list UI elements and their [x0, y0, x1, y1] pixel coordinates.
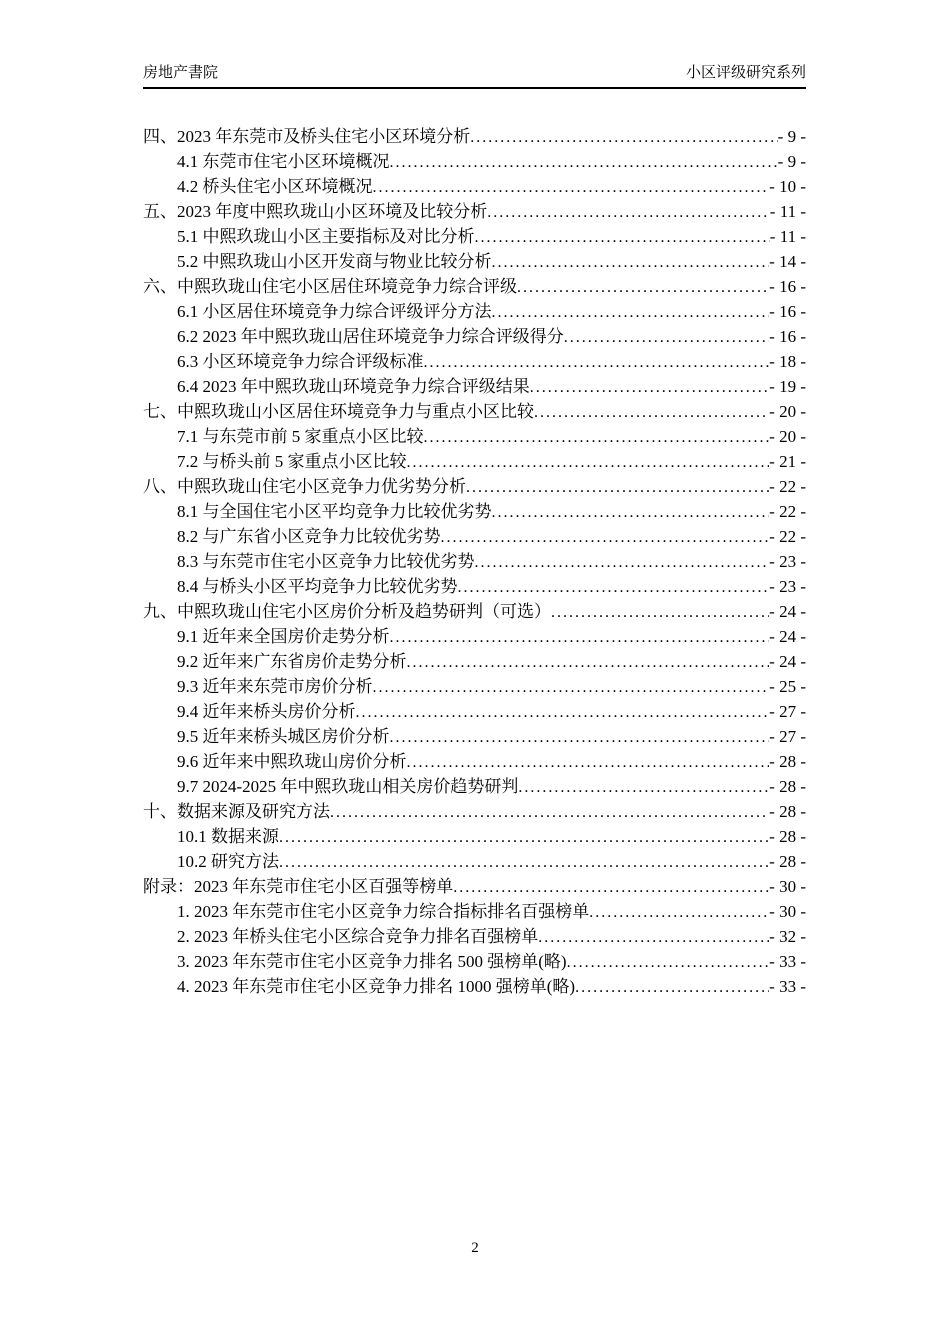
toc-dot-leader	[466, 474, 769, 500]
toc-entry-title: 9.1 近年来全国房价走势分析	[177, 627, 390, 646]
toc-entry-title: 5.1 中熙玖珑山小区主要指标及对比分析	[177, 227, 475, 246]
toc-entry-page: - 33 -	[769, 952, 806, 971]
toc-entry-page: - 24 -	[769, 652, 806, 671]
toc-entry-page: - 20 -	[769, 427, 806, 446]
toc-entry-title: 6.3 小区环境竞争力综合评级标准	[177, 352, 424, 371]
toc-entry[interactable]	[143, 199, 806, 224]
toc-entry-title: 6.1 小区居住环境竞争力综合评级评分方法	[177, 302, 492, 321]
toc-dot-leader	[441, 524, 770, 550]
toc-dot-leader	[487, 199, 770, 225]
page-footer	[0, 1240, 950, 1257]
toc-entry-title: 8.1 与全国住宅小区平均竞争力比较优劣势	[177, 502, 492, 521]
toc-entry[interactable]	[143, 474, 806, 499]
toc-entry[interactable]	[143, 774, 806, 799]
toc-entry[interactable]	[143, 699, 806, 724]
toc-entry-page: - 27 -	[769, 702, 806, 721]
toc-entry[interactable]	[143, 599, 806, 624]
toc-entry-page: - 22 -	[769, 477, 806, 496]
toc-entry-page: - 11 -	[769, 202, 806, 221]
toc-dot-leader	[373, 674, 770, 700]
toc-entry-title: 3. 2023 年东莞市住宅小区竞争力排名 500 强榜单(略)	[177, 952, 567, 971]
toc-entry[interactable]	[143, 974, 806, 999]
toc-dot-leader	[551, 599, 769, 625]
toc-dot-leader	[390, 724, 770, 750]
toc-dot-leader	[279, 824, 769, 850]
toc-dot-leader	[492, 299, 770, 325]
toc-entry[interactable]	[143, 749, 806, 774]
toc-entry-title: 4.2 桥头住宅小区环境概况	[177, 177, 373, 196]
toc-dot-leader	[492, 499, 770, 525]
toc-entry[interactable]	[143, 799, 806, 824]
toc-dot-leader	[567, 949, 770, 975]
toc-dot-leader	[517, 274, 769, 300]
toc-entry-page: - 33 -	[769, 977, 806, 996]
toc-entry[interactable]	[143, 724, 806, 749]
toc-entry-page: - 10 -	[769, 177, 806, 196]
page-header	[143, 64, 806, 89]
toc-entry[interactable]	[143, 449, 806, 474]
toc-entry[interactable]	[143, 124, 806, 149]
toc-entry-title: 9.3 近年来东莞市房价分析	[177, 677, 373, 696]
toc-dot-leader	[470, 124, 777, 150]
toc-entry-page: - 18 -	[769, 352, 806, 371]
toc-dot-leader	[424, 349, 770, 375]
toc-dot-leader	[475, 224, 770, 250]
toc-dot-leader	[492, 249, 770, 275]
toc-entry[interactable]	[143, 624, 806, 649]
toc-entry[interactable]	[143, 299, 806, 324]
toc-dot-leader	[453, 874, 769, 900]
toc-entry-title: 7.1 与东莞市前 5 家重点小区比较	[177, 427, 424, 446]
toc-dot-leader	[407, 649, 770, 675]
toc-entry-title: 五、2023 年度中熙玖珑山小区环境及比较分析	[143, 202, 488, 221]
toc-entry-page: - 23 -	[769, 577, 806, 596]
toc-entry[interactable]	[143, 574, 806, 599]
toc-entry-page: - 28 -	[769, 752, 806, 771]
header-right-text: 小区评级研究系列	[685, 65, 806, 81]
toc-entry-page: - 9 -	[777, 127, 806, 146]
toc-entry-page: - 28 -	[769, 827, 806, 846]
toc-entry[interactable]	[143, 924, 806, 949]
toc-entry-title: 9.2 近年来广东省房价走势分析	[177, 652, 407, 671]
toc-entry[interactable]	[143, 274, 806, 299]
toc-entry-page: - 25 -	[769, 677, 806, 696]
toc-entry-title: 9.5 近年来桥头城区房价分析	[177, 727, 390, 746]
toc-entry[interactable]	[143, 524, 806, 549]
toc-entry-title: 8.2 与广东省小区竞争力比较优劣势	[177, 527, 441, 546]
toc-entry-page: - 24 -	[769, 627, 806, 646]
toc-entry[interactable]	[143, 499, 806, 524]
toc-entry[interactable]	[143, 224, 806, 249]
toc-entry-title: 1. 2023 年东莞市住宅小区竞争力综合指标排名百强榜单	[177, 902, 590, 921]
toc-dot-leader	[575, 974, 769, 1000]
toc-entry-title: 8.4 与桥头小区平均竞争力比较优劣势	[177, 577, 458, 596]
toc-dot-leader	[279, 849, 769, 875]
toc-entry-title: 七、中熙玖珑山小区居住环境竞争力与重点小区比较	[143, 402, 534, 421]
toc-entry-title: 2. 2023 年桥头住宅小区综合竞争力排名百强榜单	[177, 927, 539, 946]
toc-entry-page: - 16 -	[769, 327, 806, 346]
toc-entry-page: - 22 -	[769, 502, 806, 521]
toc-entry-title: 10.2 研究方法	[177, 852, 279, 871]
toc-entry[interactable]	[143, 649, 806, 674]
toc-entry[interactable]	[143, 549, 806, 574]
toc-entry-title: 八、中熙玖珑山住宅小区竞争力优劣势分析	[143, 477, 466, 496]
toc-entry-page: - 11 -	[769, 227, 806, 246]
table-of-contents	[143, 124, 806, 999]
toc-dot-leader	[475, 549, 770, 575]
toc-entry[interactable]	[143, 374, 806, 399]
toc-entry-page: - 28 -	[769, 852, 806, 871]
toc-entry[interactable]	[143, 174, 806, 199]
toc-entry-page: - 32 -	[769, 927, 806, 946]
toc-entry-title: 8.3 与东莞市住宅小区竞争力比较优劣势	[177, 552, 475, 571]
toc-entry-title: 4. 2023 年东莞市住宅小区竞争力排名 1000 强榜单(略)	[177, 977, 576, 996]
toc-dot-leader	[534, 399, 769, 425]
toc-entry[interactable]	[143, 399, 806, 424]
toc-entry-title: 十、数据来源及研究方法	[143, 802, 330, 821]
toc-entry[interactable]	[143, 149, 806, 174]
toc-entry-page: - 30 -	[769, 902, 806, 921]
toc-entry-page: - 19 -	[769, 377, 806, 396]
toc-dot-leader	[458, 574, 770, 600]
toc-entry-page: - 30 -	[769, 877, 806, 896]
toc-entry-page: - 28 -	[769, 777, 806, 796]
toc-dot-leader	[538, 924, 769, 950]
toc-entry[interactable]	[143, 949, 806, 974]
toc-entry-title: 9.4 近年来桥头房价分析	[177, 702, 356, 721]
toc-dot-leader	[407, 449, 770, 475]
toc-entry[interactable]	[143, 249, 806, 274]
toc-entry-page: - 21 -	[769, 452, 806, 471]
toc-dot-leader	[407, 749, 770, 775]
toc-entry-title: 5.2 中熙玖珑山小区开发商与物业比较分析	[177, 252, 492, 271]
toc-dot-leader	[589, 899, 769, 925]
toc-entry-title: 9.7 2024-2025 年中熙玖珑山相关房价趋势研判	[177, 777, 519, 796]
toc-dot-leader	[564, 324, 769, 350]
toc-entry-title: 附录：2023 年东莞市住宅小区百强等榜单	[143, 877, 454, 896]
toc-entry-page: - 16 -	[769, 302, 806, 321]
toc-entry-page: - 24 -	[769, 602, 806, 621]
page-number: 2	[471, 1240, 479, 1256]
toc-entry[interactable]	[143, 874, 806, 899]
toc-dot-leader	[330, 799, 769, 825]
toc-entry-page: - 14 -	[769, 252, 806, 271]
toc-dot-leader	[424, 424, 770, 450]
toc-dot-leader	[390, 149, 778, 175]
toc-entry[interactable]	[143, 824, 806, 849]
toc-dot-leader	[356, 699, 770, 725]
toc-entry-page: - 16 -	[769, 277, 806, 296]
toc-entry[interactable]	[143, 349, 806, 374]
toc-entry[interactable]	[143, 674, 806, 699]
toc-entry-title: 四、2023 年东莞市及桥头住宅小区环境分析	[143, 127, 471, 146]
toc-entry[interactable]	[143, 324, 806, 349]
header-left-text: 房地产書院	[143, 65, 219, 81]
toc-entry-page: - 23 -	[769, 552, 806, 571]
toc-entry-title: 10.1 数据来源	[177, 827, 279, 846]
toc-entry-title: 9.6 近年来中熙玖珑山房价分析	[177, 752, 407, 771]
toc-entry-title: 六、中熙玖珑山住宅小区居住环境竞争力综合评级	[143, 277, 517, 296]
toc-entry-title: 九、中熙玖珑山住宅小区房价分析及趋势研判（可选）	[143, 602, 551, 621]
toc-dot-leader	[373, 174, 770, 200]
toc-entry-page: - 20 -	[769, 402, 806, 421]
toc-entry-title: 6.4 2023 年中熙玖珑山环境竞争力综合评级结果	[177, 377, 530, 396]
toc-entry-page: - 9 -	[777, 152, 806, 171]
toc-entry-page: - 22 -	[769, 527, 806, 546]
toc-entry-page: - 28 -	[769, 802, 806, 821]
toc-dot-leader	[390, 624, 770, 650]
toc-entry-title: 6.2 2023 年中熙玖珑山居住环境竞争力综合评级得分	[177, 327, 564, 346]
toc-dot-leader	[518, 774, 769, 800]
toc-entry-title: 7.2 与桥头前 5 家重点小区比较	[177, 452, 407, 471]
toc-entry[interactable]	[143, 424, 806, 449]
toc-entry[interactable]	[143, 849, 806, 874]
toc-entry[interactable]	[143, 899, 806, 924]
toc-dot-leader	[530, 374, 769, 400]
toc-entry-page: - 27 -	[769, 727, 806, 746]
toc-entry-title: 4.1 东莞市住宅小区环境概况	[177, 152, 390, 171]
